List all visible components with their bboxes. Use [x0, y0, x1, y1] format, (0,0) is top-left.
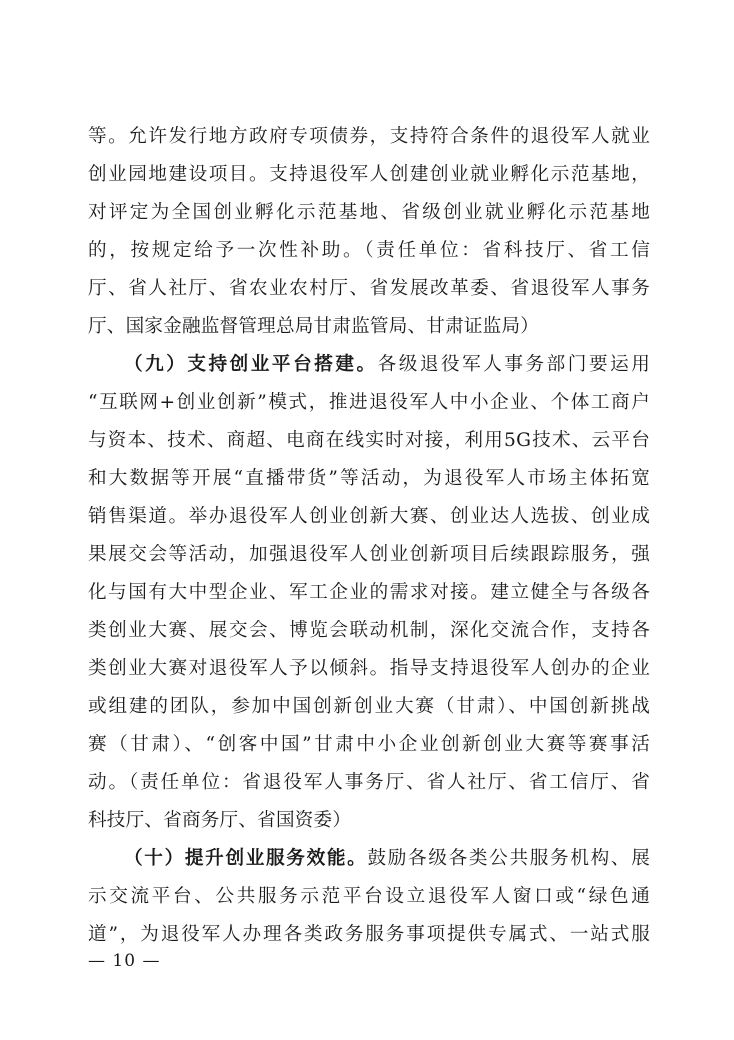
section-9-heading: （九）支持创业平台搭建。	[124, 354, 378, 375]
paragraph-line: 等。允许发行地方政府专项债券，支持符合条件的退役军人就业	[88, 126, 650, 147]
section-9-first-line	[124, 346, 650, 384]
paragraph-line: 赛（甘肃）、“创客中国”甘肃中小企业创新创业大赛等赛事活	[88, 734, 650, 755]
paragraph-line: 厅、国家金融监督管理总局甘肃监管局、甘肃证监局）	[88, 316, 540, 337]
paragraph-line: 对评定为全国创业孵化示范基地、省级创业就业孵化示范基地	[88, 202, 650, 223]
paragraph-line: 创业园地建设项目。支持退役军人创建创业就业孵化示范基地，	[88, 164, 650, 185]
paragraph-line: 果展交会等活动，加强退役军人创业创新项目后续跟踪服务，强	[88, 544, 650, 565]
paragraph-line: 或组建的团队，参加中国创新创业大赛（甘肃）、中国创新挑战	[88, 696, 650, 717]
paragraph-line: 示交流平台、公共服务示范平台设立退役军人窗口或“绿色通	[88, 886, 650, 907]
paragraph-line: “互联网+创业创新”模式，推进退役军人中小企业、个体工商户	[88, 392, 650, 413]
section-10-heading: （十）提升创业服务效能。	[124, 848, 368, 869]
paragraph-line: 厅、省人社厅、省农业农村厅、省发展改革委、省退役军人事务	[88, 278, 650, 299]
paragraph-line: 类创业大赛对退役军人予以倾斜。指导支持退役军人创办的企业	[88, 658, 650, 679]
paragraph-line: 销售渠道。举办退役军人创业创新大赛、创业达人选拔、创业成	[88, 506, 650, 527]
paragraph-line: 和大数据等开展“直播带货”等活动，为退役军人市场主体拓宽	[88, 468, 650, 489]
paragraph-line: 的，按规定给予一次性补助。（责任单位：省科技厅、省工信	[88, 240, 650, 261]
paragraph-line: 科技厅、省商务厅、省国资委）	[88, 810, 352, 831]
paragraph-line: 化与国有大中型企业、军工企业的需求对接。建立健全与各级各	[88, 582, 650, 603]
section-9-first-line-text: 各级退役军人事务部门要运用	[377, 354, 650, 375]
paragraph-line: 类创业大赛、展交会、博览会联动机制，深化交流合作，支持各	[88, 620, 650, 641]
page-number: — 10 —	[88, 951, 161, 971]
section-10-first-line-text: 鼓励各级各类公共服务机构、展	[367, 848, 650, 869]
section-10-first-line	[124, 840, 650, 878]
paragraph-line: 与资本、技术、商超、电商在线实时对接，利用5G技术、云平台	[88, 430, 650, 451]
paragraph-line: 道”，为退役军人办理各类政务服务事项提供专属式、一站式服	[88, 924, 650, 945]
paragraph-line: 动。（责任单位：省退役军人事务厅、省人社厅、省工信厅、省	[88, 772, 650, 793]
